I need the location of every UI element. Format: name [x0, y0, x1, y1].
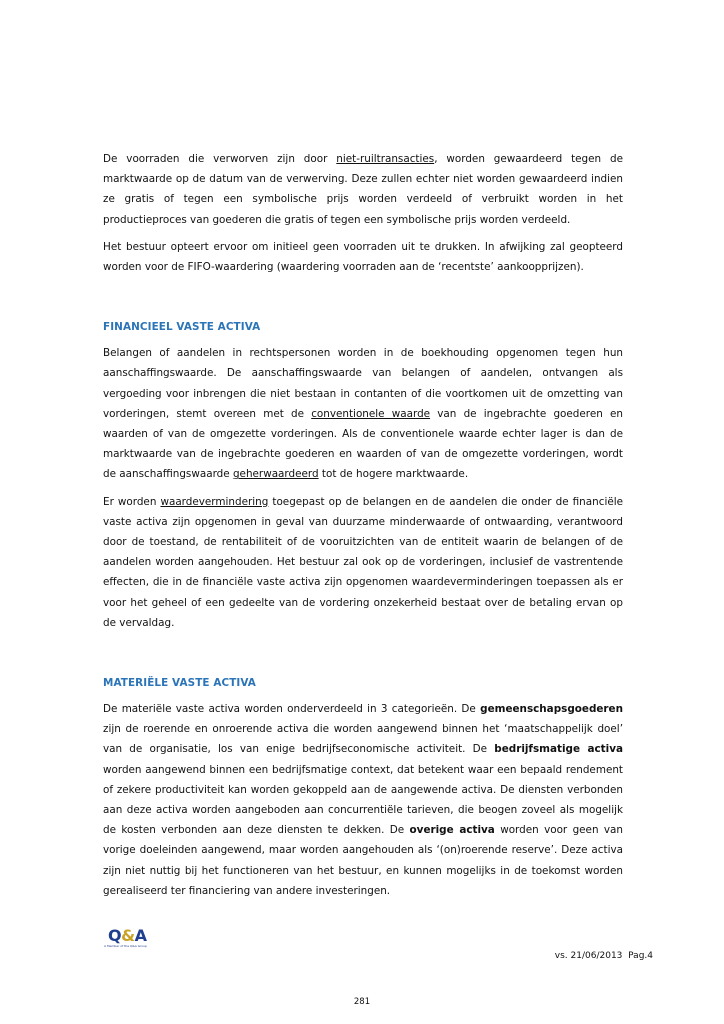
- text-run: zijn de roerende en onroerende activa die worden aangewend binnen het ‘maatschappelijk doel’ van de organisatie, los van enige bedrijfseconomische activiteit. De: [103, 723, 623, 756]
- materieel-paragraphs: [103, 699, 623, 901]
- text-run: worden voor geen van vorige doeleinden aangewend, maar worden aangehouden als ‘(on)roerende reserve’. Deze activa zijn niet nuttig bij het functioneren van het bestuur, en kunnen mogelijks in de toekomst worden gerealiseerd ter financiering van andere investeringen.: [103, 824, 624, 897]
- qa-logo: [104, 926, 162, 952]
- page-label: Pag.4: [628, 951, 653, 961]
- text-run: , worden gewaardeerd tegen de marktwaarde op de datum van de verwerving. Deze zullen echter niet worden gewaardeerd indien ze gratis of tegen een symbolische prijs worden verdeeld of verbruikt worden in het productieproces van goederen die gratis of tegen een symbolische prijs worden verdeeld.: [103, 153, 624, 226]
- text-run: Belangen of aandelen in rechtspersonen worden in de boekhouding opgenomen tegen hun aanschaffingswaarde. De aanschaffingswaarde van belangen of aandelen, ontvangen als vergoeding voor inbrengen die niet bestaan in contanten of die voortkomen uit de omzetting van vorderingen, stemt overeen met de: [103, 347, 623, 420]
- logo-text: Q&A: [108, 926, 147, 945]
- bold-term: overige activa: [409, 824, 495, 837]
- paragraph: [103, 699, 623, 901]
- page-number: 281: [353, 997, 371, 1007]
- text-run: De materiële vaste activa worden onderverdeeld in 3 categorieën. De: [103, 703, 481, 716]
- text-run: Het bestuur opteert ervoor om initieel geen voorraden uit te drukken. In afwijking zal geopteerd worden voor de FIFO-waardering (waardering voorraden aan de ‘recentste’ aankoopprijzen).: [103, 240, 623, 274]
- intro-paragraphs: [103, 149, 623, 277]
- heading-financieel-vaste-activa: FINANCIEEL VASTE ACTIVA: [103, 321, 261, 334]
- text-run: De voorraden die verworven zijn door: [103, 153, 337, 165]
- financieel-paragraphs: [103, 343, 623, 633]
- text-run: toegepast op de belangen en de aandelen die onder de financiële vaste activa zijn opgenomen in geval van duurzame minderwaarde of ontwaarding, verantwoord door de toestand, de rentabiliteit of de vooruitzichten van de entiteit waarin de belangen of de aandelen worden aangehouden. Het bestuur zal ook op de vorderingen, inclusief de vastrentende effecten, die in de financiële vaste activa zijn opgenomen waardeverminderingen toepassen als er voor het geheel of een gedeelte van de vordering onzekerheid bestaat over de betaling ervan op de vervaldag.: [103, 495, 623, 629]
- paragraph: [103, 492, 623, 633]
- document-body: [103, 149, 623, 908]
- logo-ampersand: &: [121, 926, 135, 945]
- underlined-term: geherwaardeerd: [232, 468, 319, 481]
- logo-subtitle: A Member of the Q&A Group: [104, 945, 147, 948]
- text-run: worden aangewend binnen een bedrijfsmatige context, dat betekent waar een bepaald rendement of zekere productiviteit kan worden gekoppeld aan de aangewende activa. De diensten verbonden aan deze activa worden aangeboden aan concurrentiële tarieven, die beogen zoveel als mogelijk de kosten verbonden aan deze diensten te dekken. De: [103, 763, 623, 837]
- paragraph: [103, 237, 623, 277]
- paragraph: [103, 343, 623, 484]
- bold-term: bedrijfsmatige activa: [494, 743, 623, 756]
- text-run: van de ingebrachte goederen en waarden of van de omgezette vorderingen. Als de conventionele waarde echter lager is dan de marktwaarde van de ingebrachte goederen en waarden of van de omgezette vorderingen, wordt de aanschaffingswaarde: [103, 407, 623, 481]
- underlined-term: conventionele waarde: [311, 407, 431, 420]
- version-date: vs. 21/06/2013: [554, 951, 623, 961]
- paragraph: [103, 149, 623, 230]
- underlined-term: waardevermindering: [160, 495, 269, 508]
- heading-materiele-vaste-activa: MATERIËLE VASTE ACTIVA: [103, 677, 256, 690]
- footer-version: [555, 951, 653, 961]
- text-run: Er worden: [103, 495, 161, 508]
- text-run: tot de hogere marktwaarde.: [318, 468, 469, 481]
- bold-term: gemeenschapsgoederen: [480, 703, 623, 716]
- underlined-term: niet-ruiltransacties: [336, 153, 435, 165]
